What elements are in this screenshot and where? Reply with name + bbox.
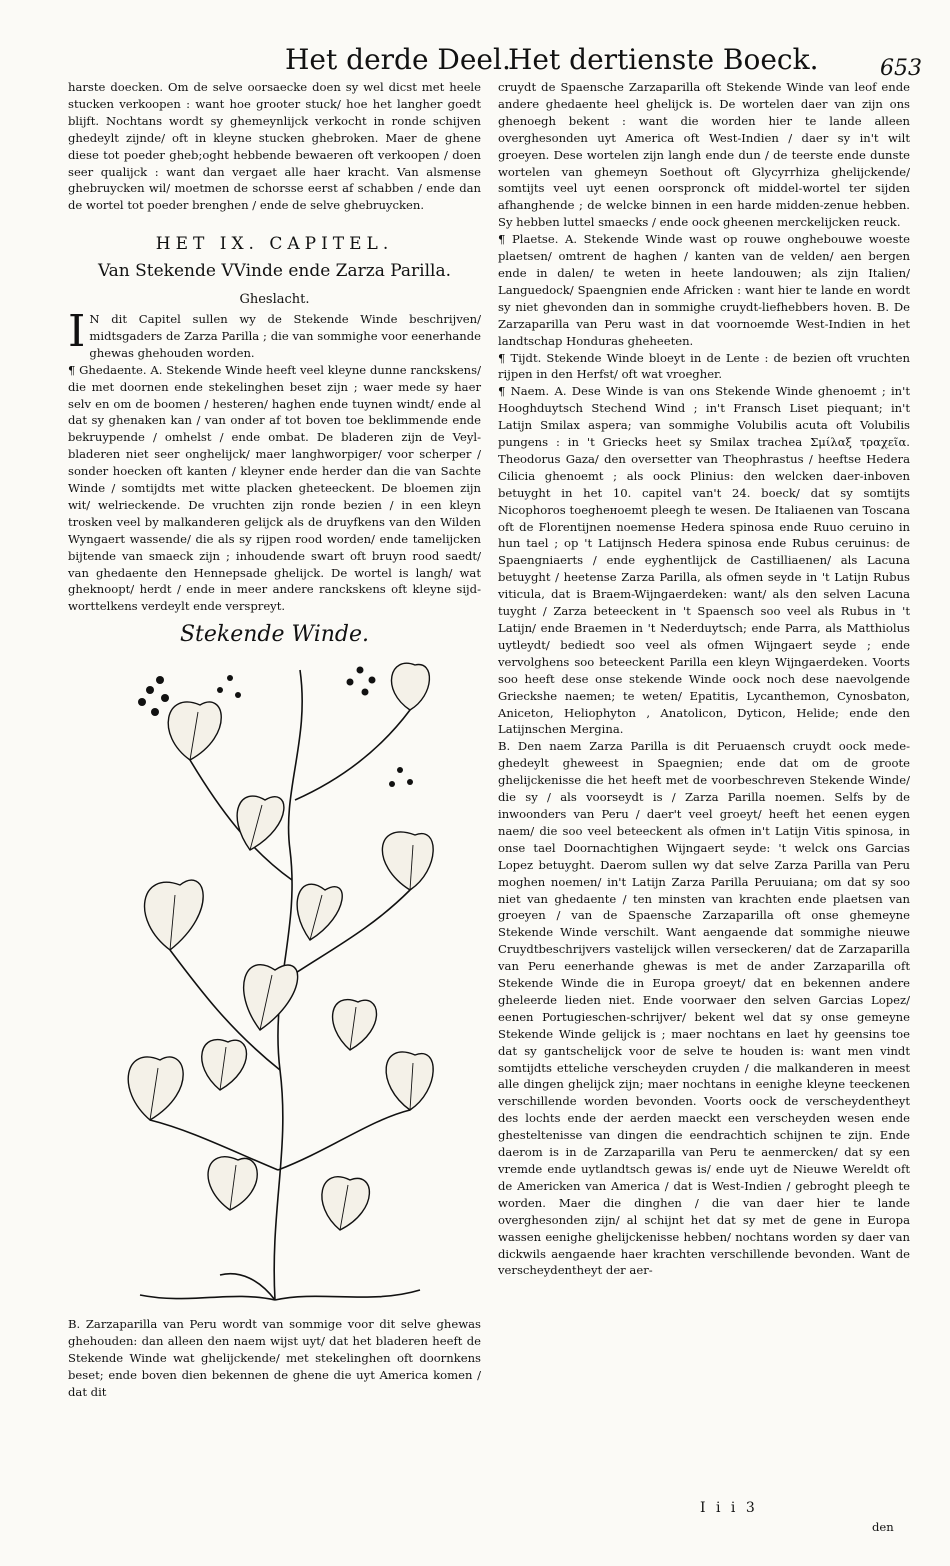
paragraph-zarzaparilla-peru: B. Zarzaparilla van Peru wordt van sommige voor dit selve ghewas ghehouden: dan alleen den naem wijst uyt/ dat het bladeren heeft de Stekende Winde wat ghelijckende/ met stekelinghen oft doornkens beset; ende boven dien bekennen de ghene die uyt America komen / dat dit bbox=[68, 1317, 481, 1399]
right-column bbox=[498, 79, 910, 1279]
plant-woodcut-illustration bbox=[110, 650, 440, 1310]
signature-mark: I i i 3 bbox=[700, 1500, 758, 1516]
paragraph-text: N dit Capitel sullen wy de Stekende Winde beschrijven/ midtsgaders de Zarza Parilla ; die van sommighe voor eenerhande ghewas ghehouden worden. bbox=[89, 311, 481, 360]
paragraph-root-description: cruydt de Spaensche Zarzaparilla oft Stekende Winde van leof ende andere ghedaente heel ghelijck is. De wortelen daer van zijn ons ghenoegh bekent : want die worden hier te lande alleen overghesonden uyt America oft West-Indien / daer sy in't wilt groeyen. Dese wortelen zijn langh ende dun / de teerste ende dunste wortelen van ghemeyn Soethout oft Glycyrrhiza ghelijckende/ somtijts veel uyt eenen oorspronck oft middel-wortel ter sijden afhanghende ; de welcke binnen in een harde midden-zenue hebben. Sy hebben luttel smaecks / ende oock gheenen merckelijcken reuck. bbox=[498, 80, 910, 230]
drop-cap: I bbox=[68, 305, 86, 357]
running-header-left: Het derde Deel. bbox=[285, 43, 511, 76]
paragraph-ghedaente: ¶ Ghedaente. A. Stekende Winde heeft veel kleyne dunne ranckskens/ die met doornen ende stekelinghen beset zijn ; waer mede sy haer selv en om de boomen / hesteren/ haghen ende tuynen windt/ ende al dat sy ghenaken kan / van onder af tot boven toe beklimmende ende bekruypende / omhelst / ende ombat. De bladeren zijn de Veyl-bladeren niet seer onghelijck/ maer langhworpiger/ voor scherper / sonder hoecken oft kanten / kleyner ende herder dan die van Sachte Winde / somtijdts met witte placken gheteeckent. De bloemen zijn wit/ welrieckende. De vruchten zijn ronde bezien / in een kleyn trosken veel by malkanderen gelijck als de druyfkens van den Wilden Wyngaert wassende/ die als sy rijpen rood worden/ ende tamelijcken bijtende van smaeck zijn ; inhoudende swart oft bruyn rood saedt/ van ghedaente den Hennepsade ghelijck. De wortel is langh/ wat gheknoopt/ herdt / ende in meer andere ranckskens oft kleyne sijd-worttelkens verdeylt ende verspreyt. bbox=[68, 362, 481, 614]
intro-paragraph: harste doecken. Om de selve oorsaecke doen sy wel dicst met heele stucken verkoopen : want hoe grooter stuck/ hoe het langher goedt blijft. Nochtans wordt sy ghemeynlijck verkocht in ronde schijven ghedeylt zijnde/ oft in kleyne stucken ghebroken. Maer de ghene diese tot poeder gheb;oght hebbende bewaeren oft verkoopen / doen seer qualijck : want dan vergaet alle haer kracht. Van alsmense ghebruycken wil/ moetmen de schorsse eerst af schabben / ende dan de wortel tot poeder brenghen / ende de selve ghebruycken. bbox=[68, 80, 481, 213]
catchword: den bbox=[872, 1520, 894, 1534]
left-column bbox=[68, 79, 481, 1401]
chapter-subtitle: Van Stekende VVinde ende Zarza Parilla. bbox=[97, 261, 452, 282]
paragraph-plaetse: ¶ Plaetse. A. Stekende Winde wast op rouwe onghebouwe woeste plaetsen/ omtrent de haghen / kanten van de velden/ aen bergen ende in dalen/ te weten in heete landouwen; als zijn Italien/ Languedock/ Spaengnien ende Africken : want hier te lande en wordt sy niet ghevonden dan in sommighe cruydt-liefhebbers hoven. B. De Zarzaparilla van Peru wast in dat voornoemde West-Indien in het landtschap Honduras gheheeten. bbox=[498, 232, 910, 348]
paragraph-naem: ¶ Naem. A. Dese Winde is van ons Stekende Winde ghenoemt ; in't Hooghduytsch Stechend Wind ; in't Fransch Liset piequant; in't Latijn Smilax aspera; van sommighe Volubilis acuta oft Volubilis pungens : in 't Griecks heet sy Smilax trachea Σμίλαξ τραχεῖα. Theodorus Gaza/ den oversetter van Theophrastus / heeftse Hedera Cilicia ghenoemt ; als oock Plinius: den welcken daer-inboven betuyght in het 10. capitel van't 24. boeck/ dat sy somtijts Nicophoros toegheноemt pleegh te wesen. De Italiaenen van Toscana oft de Florentijnen noemense Hedera spinosa ende Ruuo ceruino in hun tael ; op 't Latijnsch Hedera spinosa ende Rubus ceruinus: de Spaengniaerts / ende eyghentlijck de Castilliaenen/ als Lacuna betuyght / heetense Zarza Parilla, als ofmen seyde in 't Latijn Rubus viticula, dat is Braem-Wijngaerdeken: want/ als den selven Lacuna tuyght / Zarza beteeckent in 't Spaensch soo veel als Rubus in 't Latijn/ ende Braemen in 't Nederduytsch; ende Parra, als Matthiolus uytleydt/ bediedt soo veel als ofmen Wijngaert seyde ; ende vervolghens soo beteeckent Parilla een kleyn Wijngaerdeken. Voorts soo heeft dese onse stekende Winde oock noch dese naevolgende Grieckshe naemen; te weten/ Epatitis, Lycanthemon, Cynosbaton, Aniceton, Heliophyton , Anatolicon, Dyticon, Helide; ende den Latijnschen Mergina. bbox=[498, 384, 910, 737]
paragraph-intro-chapter bbox=[68, 305, 481, 362]
section-heading-geslacht: Gheslacht. bbox=[239, 292, 310, 308]
paragraph-naem-b: B. Den naem Zarza Parilla is dit Peruaensch cruydt oock mede-ghedeylt gheweest in Spaegnien; ende dat om de groote ghelijckenisse die het heeft met de voorbeschreven Stekende Winde/ die sy / als voorseydt is / Zarza Parilla noemen. Selfs by de inwoonders van Peru / daer't veel groeyt/ heeft het eenen eygen naem/ die soo veel beteeckent als ofmen in't Latijn Vitis spinosa, in onse tael Doornachtighen Wijngaert seyde: 't welck ons Garcias Lopez betuyght. Daerom sullen wy dat selve Zarza Parilla van Peru moghen noemen/ in't Latijn Zarza Parilla Peruuiana; om dat sy soo niet van ghedaente / ten minsten van krachten ende plaetsen van groeyen / van de Spaensche Zarzaparilla oft onse ghemeyne Stekende Winde verschilt. Want aengaende dat sommighe nieuwe Cruydtbeschrijvers vastelijck willen verseckeren/ dat de Zarzaparilla van Peru eenerhande ghewas is met de ander Zarzaparilla oft Stekende Winde die in Europa groeyt/ dat en bekennen andere ghelеerde lieden niet. Ende voorwaer den selven Garcias Lopez/ eenen Portugieschen-schrijver/ bekent wel dat sy onse gemeyne Stekende Winde gelijck is ; maer nochtans en laet hy geensins toe dat sy gantschelijck voor de selve te houden is: want men vindt somtijdts etteliche verscheyden cruyden / die malkanderen in meest alle dingen ghelijck zijn; maer nochtans in eenighe kleyne teeckenen verschillende worden bevonden. Voorts oock de verscheydentheyt des lochts ende der aerden maeckt een verscheyden wesen ende ghesteltenisse van dingen die eendrachtich schijnen te zijn. Ende daerom is in de Zarzaparilla van Peru te aenmercken/ dat sy een vremde ende uytlandtsch gewas is/ ende uyt de Nieuwe Wereldt oft de Americken van America / dat is West-Indien / gebroght pleegh te worden. Maer die dinghen / die van daer hier te lande overghesonden zijn/ al schijnt het dat sy met de gene in Europa wassen eenighe ghelijckenisse hebben/ nochtans worden sy daer van dickwils aengaende haer krachten verschillende bevonden. Want de verscheydentheyt der aer- bbox=[498, 739, 910, 1278]
chapter-heading: HET IX. CAPITEL. bbox=[155, 234, 394, 255]
figure-caption: Stekende Winde. bbox=[179, 622, 370, 648]
page-number: 653 bbox=[880, 56, 922, 81]
running-header-right: Het dertienste Boeck. bbox=[508, 43, 819, 76]
paragraph-tijdt: ¶ Tijdt. Stekende Winde bloeyt in de Lente : de bezien oft vruchten rijpen in den Herfst/ oft wat vroegher. bbox=[498, 350, 910, 382]
